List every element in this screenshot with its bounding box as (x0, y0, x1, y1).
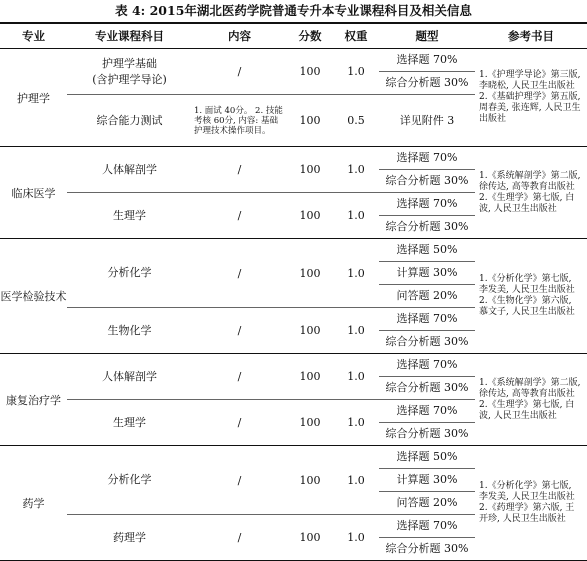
score-cell: 100 (287, 193, 333, 239)
question-type-cell (379, 400, 475, 446)
content-cell: / (192, 400, 287, 446)
subject-cell (67, 49, 192, 95)
subject-cell (67, 446, 192, 515)
subject-line: 综合能力测试 (96, 113, 163, 127)
reference-cell: 1.《护理学导论》第三版, 李晓松, 人民卫生出版社 2.《基础护理学》第五版, 周春美, 张连辉, 人民卫生出版社 (475, 49, 587, 147)
header-row (0, 23, 587, 49)
weight-cell: 1.0 (333, 446, 379, 515)
subject-line: 生理学 (113, 208, 146, 222)
subject-cell (67, 400, 192, 446)
question-type-line: 综合分析题 30% (385, 381, 469, 394)
question-type-line: 综合分析题 30% (385, 427, 469, 440)
score-cell: 100 (287, 446, 333, 515)
question-type-line: 综合分析题 30% (385, 76, 469, 89)
subject-line: 人体解剖学 (102, 162, 157, 176)
subject-cell (67, 95, 192, 147)
major-name: 康复治疗学 (6, 393, 61, 407)
subject-cell (67, 239, 192, 308)
header-weight: 权重 (333, 23, 379, 49)
score-cell: 100 (287, 354, 333, 400)
score-cell: 100 (287, 95, 333, 147)
question-type-line: 综合分析题 30% (385, 174, 469, 187)
weight-cell: 1.0 (333, 515, 379, 561)
question-type-line: 选择题 70% (379, 354, 475, 377)
content-cell: / (192, 446, 287, 515)
table-title: 表 4: 2015年湖北医药学院普通专升本专业课程科目及相关信息 (115, 3, 472, 18)
question-type-line: 选择题 70% (379, 49, 475, 72)
reference-cell: 1.《分析化学》第七版, 李发美, 人民卫生出版社 2.《生物化学》第六版, 慕文子, 人民卫生出版社 (475, 239, 587, 354)
question-type-line: 选择题 70% (379, 515, 475, 538)
question-type-cell (379, 95, 475, 147)
subject-cell (67, 308, 192, 354)
table-row (0, 49, 587, 95)
score-cell: 100 (287, 239, 333, 308)
question-type-cell (379, 147, 475, 193)
question-type-cell (379, 193, 475, 239)
weight-cell: 1.0 (333, 354, 379, 400)
header-major: 专业 (0, 23, 67, 49)
reference-cell: 1.《分析化学》第七版, 李发美, 人民卫生出版社 2.《药理学》第六版, 王开珍, 人民卫生出版社 (475, 446, 587, 561)
header-question-type: 题型 (379, 23, 475, 49)
content-cell: / (192, 49, 287, 95)
question-type-line: 选择题 70% (379, 147, 475, 170)
weight-cell: 1.0 (333, 49, 379, 95)
major-cell (0, 49, 67, 147)
content-cell: / (192, 515, 287, 561)
subject-line: 药理学 (113, 530, 146, 544)
table-row (0, 239, 587, 308)
question-type-line: 计算题 30% (379, 262, 475, 285)
question-type-cell (379, 239, 475, 308)
major-cell (0, 354, 67, 446)
major-name: 医学检验技术 (0, 290, 67, 303)
major-cell (0, 239, 67, 354)
content-cell: / (192, 354, 287, 400)
subject-line: 分析化学 (107, 473, 152, 486)
major-name: 临床医学 (11, 186, 56, 200)
subject-line: 分析化学 (107, 266, 152, 279)
content-cell: 1. 面试 40分。 2. 技能考核 60分, 内容: 基础护理技术操作项目。 (192, 95, 287, 147)
subject-line: 生物化学 (107, 323, 152, 337)
table-row (0, 354, 587, 400)
question-type-line: 选择题 70% (379, 308, 475, 331)
subject-cell (67, 354, 192, 400)
header-reference-books: 参考书目 (475, 23, 587, 49)
question-type-cell (379, 354, 475, 400)
weight-cell: 0.5 (333, 95, 379, 147)
question-type-line: 详见附件 3 (399, 113, 455, 127)
score-cell: 100 (287, 515, 333, 561)
score-cell: 100 (287, 49, 333, 95)
content-cell: / (192, 308, 287, 354)
content-cell: / (192, 147, 287, 193)
score-cell: 100 (287, 147, 333, 193)
major-cell (0, 446, 67, 561)
subject-cell (67, 193, 192, 239)
score-cell: 100 (287, 400, 333, 446)
subject-cell (67, 147, 192, 193)
question-type-line: 选择题 70% (379, 400, 475, 423)
question-type-line: 问答题 20% (396, 496, 458, 509)
question-type-cell (379, 308, 475, 354)
question-type-line: 计算题 30% (379, 469, 475, 492)
subject-line: 生理学 (113, 415, 146, 429)
question-type-line: 综合分析题 30% (385, 335, 469, 348)
weight-cell: 1.0 (333, 400, 379, 446)
question-type-line: 选择题 50% (379, 446, 475, 469)
table-row (0, 446, 587, 515)
question-type-cell (379, 49, 475, 95)
question-type-line: 综合分析题 30% (385, 542, 469, 555)
score-cell: 100 (287, 308, 333, 354)
weight-cell: 1.0 (333, 147, 379, 193)
content-cell: / (192, 193, 287, 239)
table-row (0, 147, 587, 193)
header-score: 分数 (287, 23, 333, 49)
major-name: 护理学 (17, 91, 50, 105)
weight-cell: 1.0 (333, 193, 379, 239)
subject-line: 人体解剖学 (102, 369, 157, 383)
course-table (0, 22, 587, 561)
reference-cell: 1.《系统解剖学》第二版, 徐传达, 高等教育出版社 2.《生理学》第七版, 白波, 人民卫生出版社 (475, 147, 587, 239)
header-content: 内容 (192, 23, 287, 49)
question-type-line: 综合分析题 30% (385, 220, 469, 233)
header-subject: 专业课程科目 (67, 23, 192, 49)
major-name: 药学 (22, 497, 45, 510)
weight-cell: 1.0 (333, 239, 379, 308)
question-type-line: 问答题 20% (396, 289, 458, 302)
question-type-line: 选择题 50% (379, 239, 475, 262)
weight-cell: 1.0 (333, 308, 379, 354)
reference-cell: 1.《系统解剖学》第二版, 徐传达, 高等教育出版社 2.《生理学》第七版, 白波, 人民卫生出版社 (475, 354, 587, 446)
content-cell: / (192, 239, 287, 308)
subject-line: (含护理学导论) (92, 72, 167, 86)
question-type-line: 选择题 70% (379, 193, 475, 216)
major-cell (0, 147, 67, 239)
question-type-cell (379, 446, 475, 515)
subject-line: 护理学基础 (102, 56, 157, 70)
